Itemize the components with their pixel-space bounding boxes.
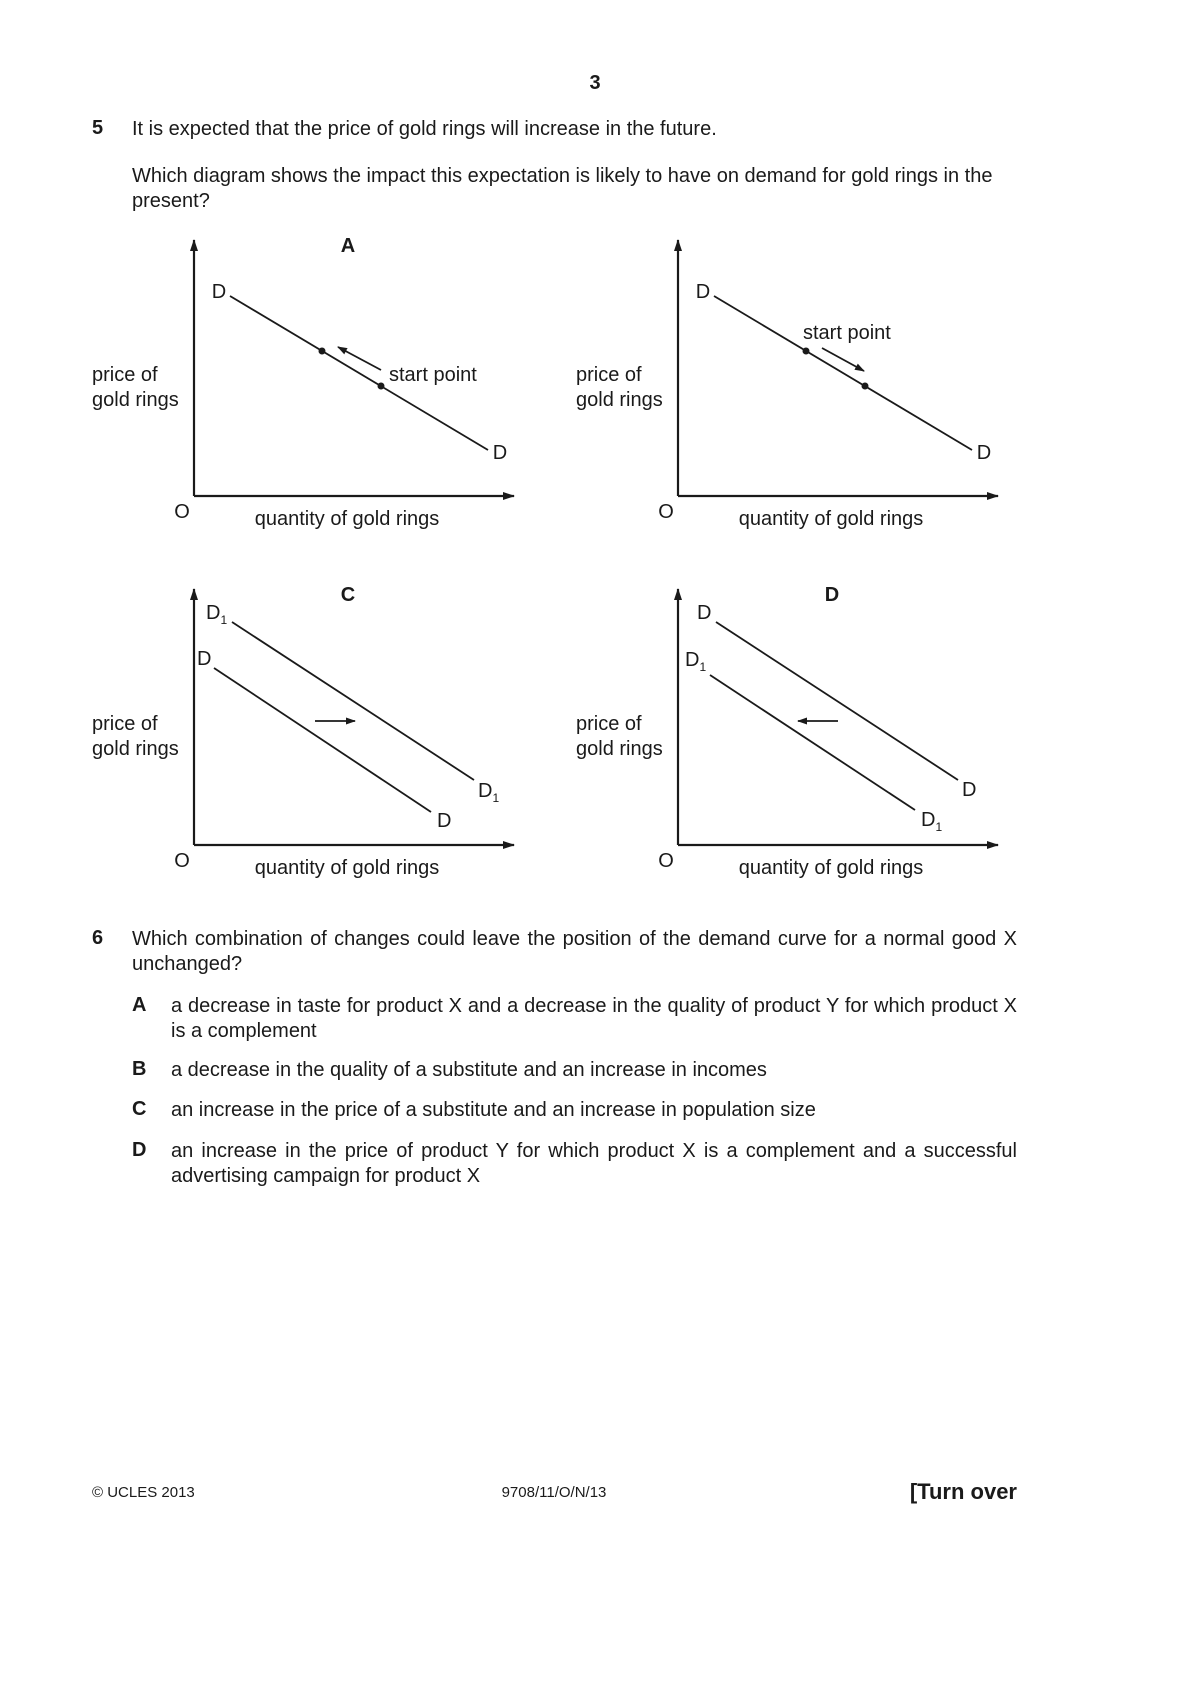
- diagram-c-ylabel-line2: gold rings: [92, 738, 179, 760]
- diagram-c-d-label-bottom: D: [437, 810, 452, 832]
- page-number: 3: [589, 72, 601, 94]
- diagram-c-letter: C: [340, 584, 356, 606]
- option-c-letter: C: [132, 1098, 147, 1120]
- diagram-d-letter: D: [824, 584, 840, 606]
- diagram-b-xlabel: quantity of gold rings: [738, 508, 924, 530]
- question-6-number: 6: [92, 927, 104, 949]
- diagram-b-start-point-label: start point: [803, 322, 891, 344]
- diagram-d-demand-curve-d: [716, 622, 958, 780]
- diagram-c-demand-curve-d1: [232, 622, 474, 780]
- diagram-a-xlabel: quantity of gold rings: [254, 508, 440, 530]
- diagram-b-origin: O: [658, 501, 674, 523]
- footer-copyright: © UCLES 2013: [92, 1484, 195, 1501]
- diagram-b-end-point: [862, 383, 869, 390]
- diagram-a-letter: A: [340, 235, 356, 257]
- diagram-b-ylabel-line2: gold rings: [576, 389, 663, 411]
- diagram-d-ylabel-line2: gold rings: [576, 738, 663, 760]
- diagram-d-d-label-top: D: [697, 602, 712, 624]
- question-6-text: Which combination of changes could leave the position of the demand curve for a normal good X unchanged?: [132, 928, 1017, 975]
- diagram-b: [576, 240, 998, 530]
- diagram-b-ylabel-line1: price of: [576, 364, 642, 386]
- diagram-c-origin: O: [174, 850, 190, 872]
- diagram-a-curve-label-top: D: [211, 281, 227, 303]
- option-b-text: a decrease in the quality of a substitute and an increase in incomes: [171, 1059, 767, 1081]
- question-5-stem: It is expected that the price of gold rings will increase in the future.: [132, 118, 717, 140]
- diagram-c-demand-curve-d: [214, 668, 431, 812]
- diagram-a-curve-label-bottom: D: [492, 442, 508, 464]
- diagram-c-xlabel: quantity of gold rings: [254, 857, 440, 879]
- question-5-text: Which diagram shows the impact this expectation is likely to have on demand for gold rings in the present?: [132, 165, 993, 212]
- diagram-d-origin: O: [658, 850, 674, 872]
- diagram-a: [92, 235, 514, 530]
- diagram-d-ylabel-line1: price of: [576, 713, 642, 735]
- diagram-b-curve-label-bottom: D: [976, 442, 992, 464]
- option-a-text: a decrease in taste for product X and a decrease in the quality of product Y for which product X is a complement: [171, 995, 1017, 1042]
- diagram-d-d1-label-top: $D_1$: [685, 649, 707, 674]
- diagram-c: [92, 584, 514, 879]
- diagram-c-d1-label-top: $D_1$: [206, 602, 228, 627]
- footer-paper-code: 9708/11/O/N/13: [501, 1484, 607, 1501]
- diagram-a-end-point: [319, 348, 326, 355]
- diagram-d-d1-label-bottom: $D_1$: [921, 809, 943, 834]
- diagram-c-d1-label-bottom: $D_1$: [478, 780, 500, 805]
- option-c-text: an increase in the price of a substitute and an increase in population size: [171, 1099, 816, 1121]
- diagram-d-d-label-bottom: D: [962, 779, 977, 801]
- diagram-c-d-label-top: D: [197, 648, 212, 670]
- diagram-a-start-point: [378, 383, 385, 390]
- diagram-a-origin: O: [174, 501, 190, 523]
- option-d-letter: D: [132, 1139, 147, 1161]
- option-b-letter: B: [132, 1058, 147, 1080]
- diagram-a-ylabel-line1: price of: [92, 364, 158, 386]
- option-d-text: an increase in the price of product Y for which product X is a complement and a successful advertising campaign for product X: [171, 1140, 1017, 1187]
- diagram-a-ylabel-line2: gold rings: [92, 389, 179, 411]
- diagram-b-movement-arrow: [822, 348, 864, 371]
- question-5-number: 5: [92, 117, 104, 139]
- diagram-a-movement-arrow: [338, 347, 381, 370]
- diagram-b-curve-label-top: D: [695, 281, 711, 303]
- diagram-c-ylabel-line1: price of: [92, 713, 158, 735]
- diagram-d-demand-curve-d1: [710, 675, 915, 810]
- diagram-d-xlabel: quantity of gold rings: [738, 857, 924, 879]
- diagram-a-start-point-label: start point: [389, 364, 477, 386]
- diagram-d: [576, 584, 998, 879]
- diagram-b-demand-curve: [714, 296, 972, 450]
- footer-turn-over: [Turn over: [909, 1479, 1017, 1504]
- diagram-b-start-point: [803, 348, 810, 355]
- option-a-letter: A: [132, 994, 147, 1016]
